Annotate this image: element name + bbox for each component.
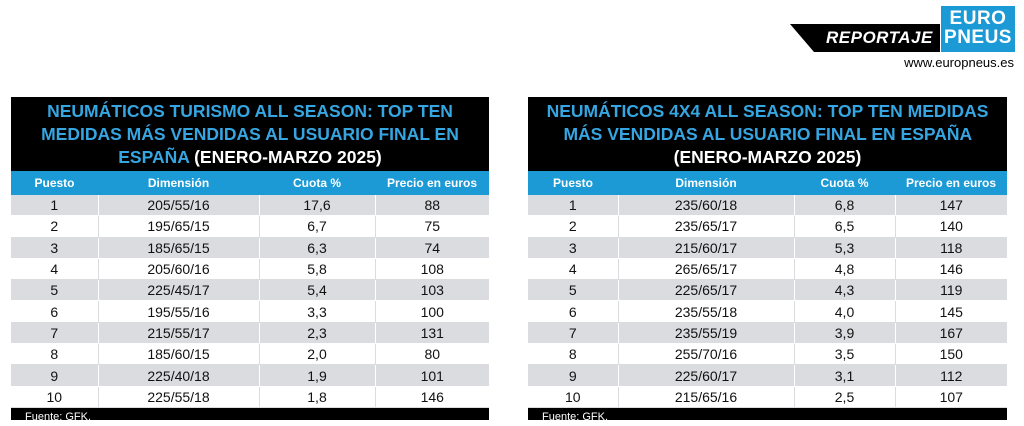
cell-dimension: 205/55/16: [98, 195, 259, 216]
cell-dimension: 235/55/18: [618, 301, 794, 322]
cell-puesto: 1: [528, 195, 618, 216]
section-label: REPORTAJE: [826, 28, 933, 47]
table-row: [528, 258, 1007, 279]
table-row: [11, 216, 489, 237]
cell-cuota: 3,5: [794, 344, 895, 365]
table-header-row: [11, 171, 489, 195]
ranking-table: [528, 171, 1007, 408]
cell-puesto: 5: [528, 280, 618, 301]
cell-precio: 131: [375, 322, 489, 343]
cell-dimension: 235/65/17: [618, 216, 794, 237]
table-row: [528, 365, 1007, 386]
cell-precio: 167: [895, 322, 1007, 343]
cell-precio: 103: [375, 280, 489, 301]
table-row: [528, 195, 1007, 216]
cell-puesto: 5: [11, 280, 98, 301]
table-row: [11, 301, 489, 322]
cell-dimension: 215/55/17: [98, 322, 259, 343]
cell-dimension: 265/65/17: [618, 258, 794, 279]
logo-line-2: PNEUS: [944, 27, 1012, 48]
cell-cuota: 2,0: [259, 344, 375, 365]
cell-cuota: 1,9: [259, 365, 375, 386]
table-row: [11, 344, 489, 365]
table-row: [11, 258, 489, 279]
table-row: [11, 237, 489, 258]
cell-cuota: 6,3: [259, 237, 375, 258]
cell-puesto: 1: [11, 195, 98, 216]
cell-dimension: 225/65/17: [618, 280, 794, 301]
cell-cuota: 17,6: [259, 195, 375, 216]
column-header-puesto: Puesto: [528, 171, 618, 195]
cell-puesto: 4: [528, 258, 618, 279]
cell-precio: 146: [895, 258, 1007, 279]
cell-cuota: 1,8: [259, 386, 375, 407]
column-header-cuota: Cuota %: [794, 171, 895, 195]
cell-cuota: 3,1: [794, 365, 895, 386]
cell-precio: 150: [895, 344, 1007, 365]
cell-puesto: 10: [11, 386, 98, 407]
cell-dimension: 205/60/16: [98, 258, 259, 279]
source-note: Fuente: GFK.: [25, 410, 92, 423]
cell-cuota: 5,8: [259, 258, 375, 279]
cell-precio: 112: [895, 365, 1007, 386]
cell-cuota: 6,8: [794, 195, 895, 216]
cell-cuota: 4,3: [794, 280, 895, 301]
cell-dimension: 215/65/16: [618, 386, 794, 407]
column-header-precio: Precio en euros: [375, 171, 489, 195]
ranking-table: [11, 171, 489, 408]
table-row: [528, 237, 1007, 258]
cell-dimension: 185/60/15: [98, 344, 259, 365]
column-header-dimension: Dimensión: [618, 171, 794, 195]
source-note: Fuente: GFK.: [542, 410, 609, 423]
table-body: [528, 195, 1007, 407]
cell-dimension: 195/65/15: [98, 216, 259, 237]
cell-puesto: 9: [528, 365, 618, 386]
table-header-row: [528, 171, 1007, 195]
cell-puesto: 2: [528, 216, 618, 237]
table-title-period: (ENERO-MARZO 2025): [194, 146, 382, 167]
column-header-cuota: Cuota %: [259, 171, 375, 195]
cell-dimension: 225/40/18: [98, 365, 259, 386]
cell-precio: 107: [895, 386, 1007, 407]
cell-precio: 119: [895, 280, 1007, 301]
cell-puesto: 3: [528, 237, 618, 258]
cell-cuota: 5,4: [259, 280, 375, 301]
table-row: [528, 280, 1007, 301]
cell-dimension: 225/60/17: [618, 365, 794, 386]
cell-puesto: 8: [11, 344, 98, 365]
column-header-puesto: Puesto: [11, 171, 98, 195]
table-title: [11, 97, 489, 171]
cell-precio: 100: [375, 301, 489, 322]
table-row: [11, 280, 489, 301]
cell-precio: 75: [375, 216, 489, 237]
table-row: [528, 344, 1007, 365]
cell-precio: 146: [375, 386, 489, 407]
cell-puesto: 7: [11, 322, 98, 343]
table-row: [528, 322, 1007, 343]
table-title-period: (ENERO-MARZO 2025): [673, 146, 862, 167]
cell-puesto: 10: [528, 386, 618, 407]
cell-puesto: 6: [11, 301, 98, 322]
cell-puesto: 8: [528, 344, 618, 365]
table-panel-turismo: [11, 97, 489, 423]
cell-precio: 80: [375, 344, 489, 365]
table-row: [11, 386, 489, 407]
cell-puesto: 7: [528, 322, 618, 343]
table-body: [11, 195, 489, 407]
cell-precio: 108: [375, 258, 489, 279]
table-title-main: NEUMÁTICOS 4X4 ALL SEASON: TOP TEN MEDIDAS MÁS VENDIDAS AL USUARIO FINAL EN ESPAÑA: [546, 100, 989, 144]
cell-precio: 118: [895, 237, 1007, 258]
cell-puesto: 2: [11, 216, 98, 237]
cell-dimension: 195/55/16: [98, 301, 259, 322]
table-title-main: NEUMÁTICOS TURISMO ALL SEASON: TOP TEN MEDIDAS MÁS VENDIDAS AL USUARIO FINAL EN ESPAÑA: [41, 100, 459, 167]
table-row: [528, 386, 1007, 407]
cell-cuota: 4,0: [794, 301, 895, 322]
cell-cuota: 2,5: [794, 386, 895, 407]
cell-dimension: 185/65/15: [98, 237, 259, 258]
website-url: www.europneus.es: [904, 55, 1014, 70]
table-row: [528, 216, 1007, 237]
cell-cuota: 6,7: [259, 216, 375, 237]
cell-precio: 74: [375, 237, 489, 258]
table-row: [11, 195, 489, 216]
cell-dimension: 235/60/18: [618, 195, 794, 216]
cell-puesto: 4: [11, 258, 98, 279]
table-row: [528, 301, 1007, 322]
column-header-dimension: Dimensión: [98, 171, 259, 195]
cell-precio: 88: [375, 195, 489, 216]
cell-puesto: 6: [528, 301, 618, 322]
cell-cuota: 4,8: [794, 258, 895, 279]
cell-cuota: 3,3: [259, 301, 375, 322]
cell-dimension: 225/55/18: [98, 386, 259, 407]
cell-precio: 145: [895, 301, 1007, 322]
cell-dimension: 255/70/16: [618, 344, 794, 365]
table-title: [528, 97, 1007, 171]
cell-precio: 147: [895, 195, 1007, 216]
cell-precio: 140: [895, 216, 1007, 237]
cell-cuota: 6,5: [794, 216, 895, 237]
reportaje-section-tab: [790, 24, 940, 52]
column-header-precio: Precio en euros: [895, 171, 1007, 195]
cell-precio: 101: [375, 365, 489, 386]
cell-cuota: 3,9: [794, 322, 895, 343]
cell-dimension: 235/55/19: [618, 322, 794, 343]
table-row: [11, 322, 489, 343]
logo-line-1: EURO: [949, 8, 1007, 29]
cell-dimension: 225/45/17: [98, 280, 259, 301]
europneus-logo: [941, 6, 1015, 52]
table-row: [11, 365, 489, 386]
cell-cuota: 2,3: [259, 322, 375, 343]
cell-puesto: 3: [11, 237, 98, 258]
cell-dimension: 215/60/17: [618, 237, 794, 258]
cell-cuota: 5,3: [794, 237, 895, 258]
cell-puesto: 9: [11, 365, 98, 386]
table-panel-4x4: [528, 97, 1007, 423]
